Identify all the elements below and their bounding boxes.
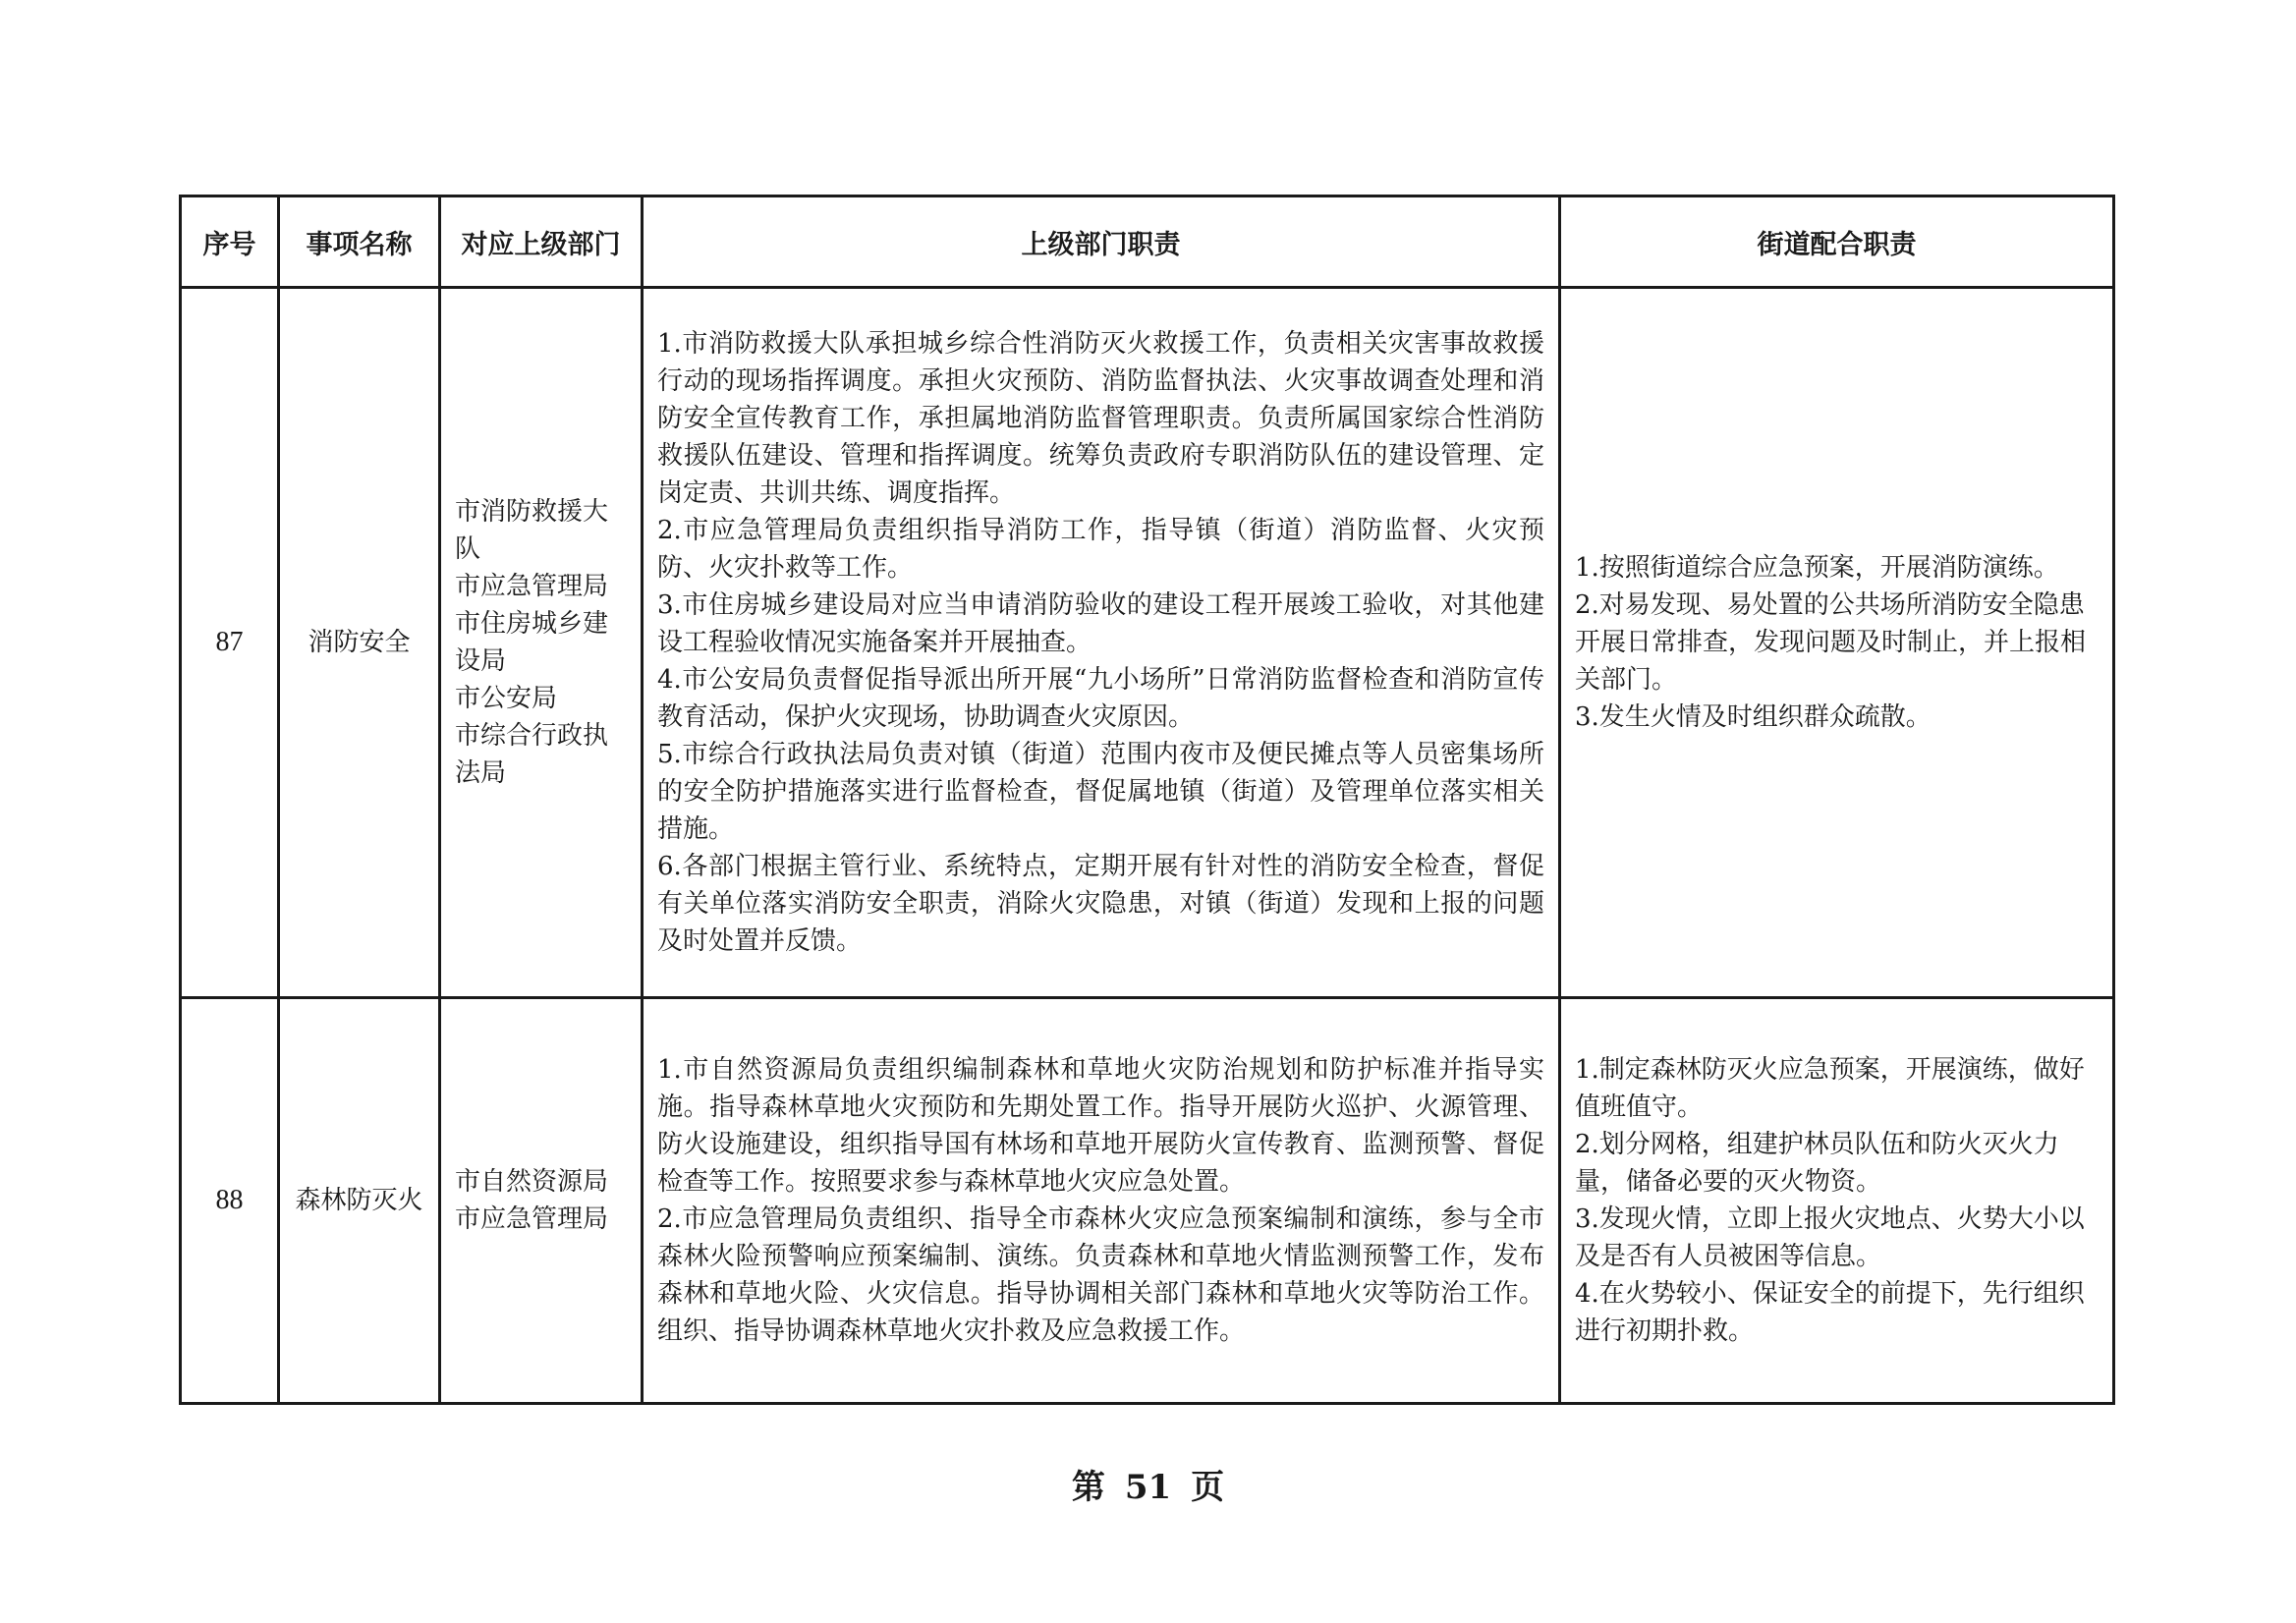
cooperation-item: 4.在火势较小、保证安全的前提下，先行组织进行初期扑救。: [1575, 1279, 2085, 1346]
cooperation-item: 3.发生火情及时组织群众疏散。: [1575, 702, 1932, 732]
cooperation-list: [1560, 998, 2114, 1404]
department-item: 市应急管理局: [455, 1204, 609, 1234]
department-list: [440, 998, 643, 1404]
department-item: 市自然资源局: [455, 1167, 609, 1197]
table-row: [181, 998, 2114, 1404]
cooperation-list: [1560, 288, 2114, 998]
page-suffix: 页: [1191, 1468, 1225, 1507]
duty-item: 1.市消防救援大队承担城乡综合性消防灭火救援工作，负责相关灾害事故救援行动的现场指挥调度。承担火灾预防、消防监督执法、火灾事故调查处理和消防安全宣传教育工作，承担属地消防监督管理职责。负责所属国家综合性消防救援队伍建设、管理和指挥调度。统筹负责政府专职消防队伍的建设管理、定岗定责、共训共练、调度指挥。: [657, 329, 1544, 508]
cooperation-item: 1.制定森林防灭火应急预案，开展演练，做好值班值守。: [1575, 1055, 2085, 1122]
page-prefix: 第: [1071, 1468, 1105, 1507]
department-item: 市应急管理局: [455, 572, 609, 601]
department-item: 市公安局: [455, 684, 558, 713]
item-name: 森林防灭火: [279, 998, 440, 1404]
department-list: [440, 288, 643, 998]
cooperation-item: 2.划分网格，组建护林员队伍和防火灭火力量，储备必要的灭火物资。: [1575, 1130, 2059, 1197]
duty-item: 1.市自然资源局负责组织编制森林和草地火灾防治规划和防护标准并指导实施。指导森林草地火灾预防和先期处置工作。指导开展防火巡护、火源管理、防火设施建设，组织指导国有林场和草地开展防火宣传教育、监测预警、督促检查等工作。按照要求参与森林草地火灾应急处置。: [657, 1055, 1544, 1197]
cooperation-item: 1.按照街道综合应急预案，开展消防演练。: [1575, 553, 2059, 583]
header-row: [181, 196, 2114, 288]
duty-list: [643, 998, 1560, 1404]
duty-item: 6.各部门根据主管行业、系统特点，定期开展有针对性的消防安全检查，督促有关单位落实消防安全职责，消除火灾隐患，对镇（街道）发现和上报的问题及时处置并反馈。: [657, 852, 1544, 956]
header-no: 序号: [181, 196, 279, 288]
page-footer: [0, 1460, 2296, 1508]
duty-item: 2.市应急管理局负责组织、指导全市森林火灾应急预案编制和演练，参与全市森林火险预警响应预案编制、演练。负责森林和草地火情监测预警工作，发布森林和草地火险、火灾信息。指导协调相关部门森林和草地火灾等防治工作。组织、指导协调森林草地火灾扑救及应急救援工作。: [657, 1204, 1544, 1346]
duty-item: 3.市住房城乡建设局对应当申请消防验收的建设工程开展竣工验收，对其他建设工程验收情况实施备案并开展抽查。: [657, 590, 1544, 657]
duty-item: 4.市公安局负责督促指导派出所开展“九小场所”日常消防监督检查和消防宣传教育活动，保护火灾现场，协助调查火灾原因。: [657, 665, 1544, 732]
header-item-name: 事项名称: [279, 196, 440, 288]
duty-table: [179, 195, 2115, 1405]
row-number: 87: [181, 288, 279, 998]
cooperation-item: 3.发现火情，立即上报火灾地点、火势大小以及是否有人员被困等信息。: [1575, 1204, 2085, 1271]
table-row: [181, 288, 2114, 998]
duty-item: 5.市综合行政执法局负责对镇（街道）范围内夜市及便民摊点等人员密集场所的安全防护措施落实进行监督检查，督促属地镇（街道）及管理单位落实相关措施。: [657, 740, 1544, 844]
header-street-cooperation: 街道配合职责: [1560, 196, 2114, 288]
duty-list: [643, 288, 1560, 998]
department-item: 市住房城乡建设局: [455, 609, 609, 676]
row-number: 88: [181, 998, 279, 1404]
cooperation-item: 2.对易发现、易处置的公共场所消防安全隐患开展日常排查，发现问题及时制止，并上报相关部门。: [1575, 590, 2087, 695]
header-department-duties: 上级部门职责: [643, 196, 1560, 288]
page-number: 51: [1124, 1468, 1172, 1507]
header-department: 对应上级部门: [440, 196, 643, 288]
department-item: 市综合行政执法局: [455, 721, 609, 788]
item-name: 消防安全: [279, 288, 440, 998]
department-item: 市消防救援大队: [455, 497, 609, 564]
duty-item: 2.市应急管理局负责组织指导消防工作，指导镇（街道）消防监督、火灾预防、火灾扑救等工作。: [657, 516, 1544, 583]
